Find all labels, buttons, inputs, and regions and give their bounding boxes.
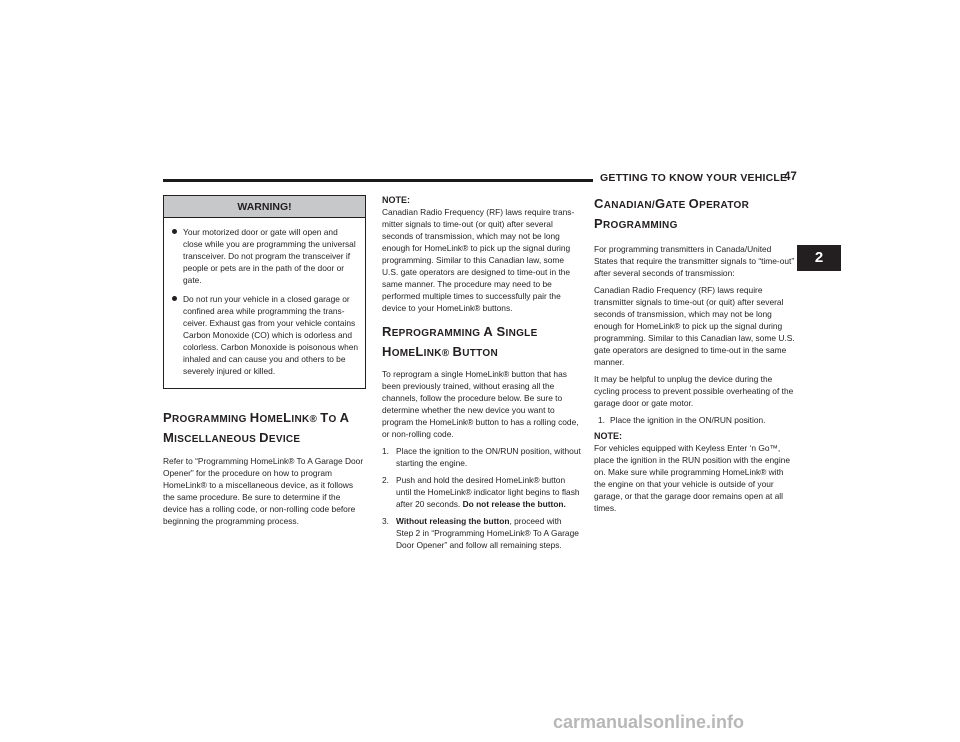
page-number: 47	[784, 171, 797, 183]
warning-list	[164, 218, 365, 388]
running-header: GETTING TO KNOW YOUR VEHICLE	[600, 172, 788, 184]
section-heading-misc: PROGRAMMING HOMELINK® TO A MISCELLANEOUS DEVICE	[163, 410, 350, 445]
note-label: NOTE:	[594, 431, 622, 441]
warning-box	[163, 195, 366, 389]
canadian-para-3: It may be helpful to unplug the device during the cycling process to prevent possible overheating of the garage door or gate motor.	[594, 374, 794, 408]
warning-item	[172, 226, 359, 286]
list-item: 1. Place the ignition in the ON/RUN position.	[598, 415, 766, 425]
header-rule	[163, 179, 593, 182]
canadian-steps	[594, 414, 797, 426]
column-2	[382, 195, 581, 556]
warning-item	[172, 293, 359, 377]
warning-heading: WARNING!	[164, 196, 365, 218]
reprogram-steps	[382, 445, 581, 551]
column-1	[163, 195, 366, 532]
list-item: 2. Push and hold the desired HomeLink® button until the HomeLink® indicator light begins to flash after 20 seconds. Do not release the button.	[382, 475, 580, 509]
watermark: carmanualsonline.info	[553, 712, 745, 732]
misc-body: Refer to “Programming HomeLink® To A Garage Door Opener” for the procedure on how to program HomeLink® to a miscellaneous device, as it follows the same procedure. Be sure to determine if the device has a rolling code, or non-rolling code before beginning the programming process.	[163, 456, 364, 526]
chapter-tab[interactable]: 2	[797, 245, 841, 271]
note-label: NOTE:	[382, 195, 410, 205]
list-item: 1. Place the ignition to the ON/RUN position, without starting the engine.	[382, 446, 581, 468]
column-3	[594, 195, 797, 519]
warning-item-text: Do not run your vehicle in a closed garage or confined area while programming the trans-ceiver. Exhaust gas from your vehicle contains Carbon Monoxide (CO) which is odorless and colorless. Carbon Monoxide is poisonous when inhaled and can cause you and others to be severely injured or killed.	[183, 294, 359, 376]
warning-item-text: Your motorized door or gate will open and close while you are programming the universal transceiver. Do not program the transceiver if people or pets are in the path of the door or gate.	[183, 227, 356, 285]
canadian-para-1: For programming transmitters in Canada/United States that require the transmitter signals to “time-out” after several seconds of transmission:	[594, 244, 795, 278]
list-item: 3. Without releasing the button, proceed with Step 2 in “Programming HomeLink® To A Garage Door Opener” and follow all remaining steps.	[382, 516, 579, 550]
note-body: Canadian Radio Frequency (RF) laws require trans-mitter signals to time-out (or quit) after several seconds of transmission, which may not be long enough for HomeLink® to pick up the signal during programming. Similar to this Canadian law, some U.S. gate operators are designed to time-out in the same manner. The procedure may need to be performed multiple times to successfully pair the device to your HomeLink® buttons.	[382, 207, 575, 313]
bullet-icon	[172, 229, 177, 234]
section-heading-reprogram: REPROGRAMMING A SINGLE HOMELINK® BUTTON	[382, 324, 538, 359]
section-heading-canadian: CANADIAN/GATE OPERATOR PROGRAMMING	[594, 196, 750, 231]
canadian-note-body: For vehicles equipped with Keyless Enter ‘n Go™, place the ignition in the RUN position with the engine on. Make sure while programming HomeLink® with the engine on that your vehicle is outside of your garage, or that the garage door remains open at all times.	[594, 443, 791, 513]
bullet-icon	[172, 296, 177, 301]
reprogram-intro: To reprogram a single HomeLink® button that has been previously trained, without erasing all the channels, follow the procedure below. Be sure to determine whether the new device you want to program the HomeLink® button to has a rolling code, or non-rolling code.	[382, 369, 579, 439]
canadian-para-2: Canadian Radio Frequency (RF) laws require transmitter signals to time-out (or quit) after several seconds of transmission, which may not be long enough for HomeLink® to pick up the signal during programming. Similar to this Canadian law, some U.S. gate operators are designed to time-out in the same manner.	[594, 285, 795, 367]
